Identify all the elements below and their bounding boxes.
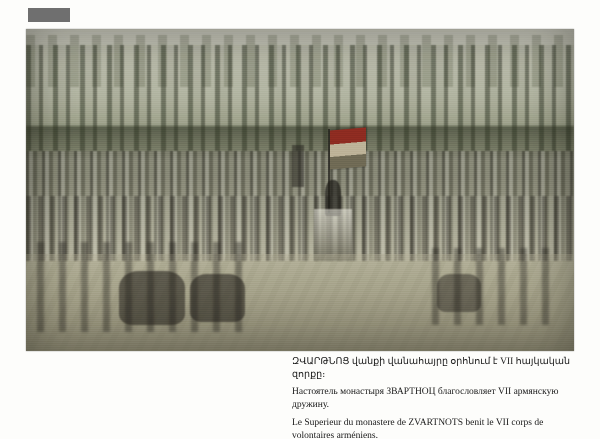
caption-french-line-1: Le Superieur du monastere de ZVARTNOTS benit le VII corps de — [292, 417, 578, 430]
caption-french-line-2: volontaires arméniens. — [292, 430, 578, 442]
caption-armenian: ԶՎԱՐԹՆՈՑ վանքի վանահայրը օրհնում է VII հայկական զորքը։ — [292, 356, 578, 381]
caption-block — [292, 356, 578, 442]
photo-image — [26, 29, 574, 351]
photo-vignette — [26, 29, 574, 351]
scan-artifact-swatch — [28, 8, 70, 22]
caption-russian: Настоятель монастыря ЗВАРТНОЦ благословляет VII армянскую дружину. — [292, 386, 578, 411]
photograph — [26, 29, 574, 351]
